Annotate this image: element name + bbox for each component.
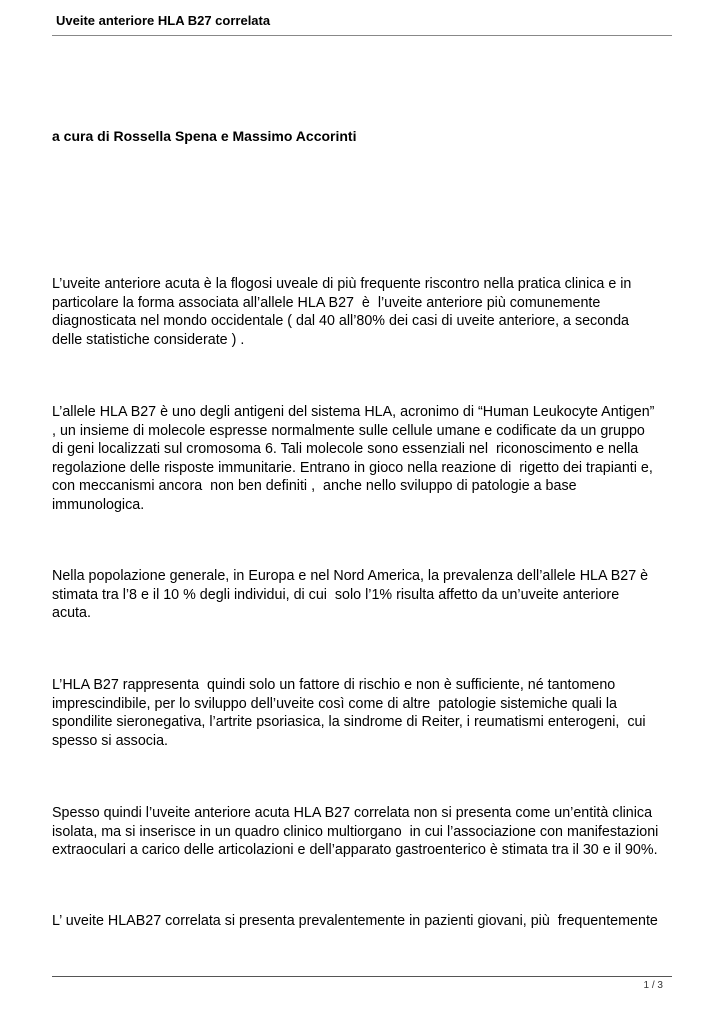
paragraph-line: , un insieme di molecole espresse normalmente sulle cellule umane e codificate da un gruppo xyxy=(52,422,645,439)
paragraph-line: immunologica. xyxy=(52,496,145,513)
article-byline: a cura di Rossella Spena e Massimo Accorinti xyxy=(52,128,357,144)
page-header-title: Uveite anteriore HLA B27 correlata xyxy=(56,13,271,28)
paragraph-line: diagnosticata nel mondo occidentale ( dal 40 all’80% dei casi di uveite anteriore, a seconda xyxy=(52,313,630,330)
paragraph-line: L’HLA B27 rappresenta quindi solo un fattore di rischio e non è sufficiente, né tantomeno xyxy=(52,677,616,693)
paragraph-line: spesso si associa. xyxy=(52,732,169,749)
paragraph-3 xyxy=(52,567,674,623)
header-divider xyxy=(52,35,672,36)
paragraph-2 xyxy=(52,403,674,515)
paragraph-line: L’allele HLA B27 è uno degli antigeni del sistema HLA, acronimo di “Human Leukocyte Antigen” xyxy=(52,404,655,420)
paragraph-line: Spesso quindi l’uveite anteriore acuta HLA B27 correlata non si presenta come un’entità clinica xyxy=(52,805,653,821)
paragraph-line: con meccanismi ancora non ben definiti , anche nello sviluppo di patologie a base xyxy=(52,478,577,495)
paragraph-5 xyxy=(52,804,674,860)
paragraph-line: L’uveite anteriore acuta è la flogosi uveale di più frequente riscontro nella pratica clinica e in xyxy=(52,276,632,292)
paragraph-4 xyxy=(52,676,674,750)
paragraph-line: isolata, ma si inserisce in un quadro clinico multiorgano in cui l’associazione con manifestazioni xyxy=(52,823,659,840)
paragraph-line: di geni localizzati sul cromosoma 6. Tali molecole sono essenziali nel riconoscimento e nella xyxy=(52,441,639,458)
footer-divider xyxy=(52,976,672,977)
paragraph-line: imprescindibile, per lo sviluppo dell’uveite così come di altre patologie sistemiche quali la xyxy=(52,695,618,712)
paragraph-6 xyxy=(52,912,674,931)
paragraph-line: delle statistiche considerate ) . xyxy=(52,331,245,348)
paragraph-line: L’ uveite HLAB27 correlata si presenta prevalentemente in pazienti giovani, più frequentemente xyxy=(52,913,658,929)
page-number: 1 / 3 xyxy=(643,980,663,991)
paragraph-line: extraoculari a carico delle articolazioni e dell’apparato gastroenterico è stimata tra il 30 e il 90%. xyxy=(52,842,658,859)
paragraph-1 xyxy=(52,275,674,349)
paragraph-line: acuta. xyxy=(52,605,91,622)
paragraph-line: spondilite sieronegativa, l’artrite psoriasica, la sindrome di Reiter, i reumatismi enterogeni, cui xyxy=(52,714,646,731)
paragraph-line: Nella popolazione generale, in Europa e nel Nord America, la prevalenza dell’allele HLA B27 è xyxy=(52,568,649,584)
paragraph-line: particolare la forma associata all’allele HLA B27 è l’uveite anteriore più comunemente xyxy=(52,294,601,311)
paragraph-line: stimata tra l’8 e il 10 % degli individui, di cui solo l’1% risulta affetto da un’uveite anteriore xyxy=(52,586,620,603)
paragraph-line: regolazione delle risposte immunitarie. Entrano in gioco nella reazione di rigetto dei trapianti e, xyxy=(52,459,653,476)
